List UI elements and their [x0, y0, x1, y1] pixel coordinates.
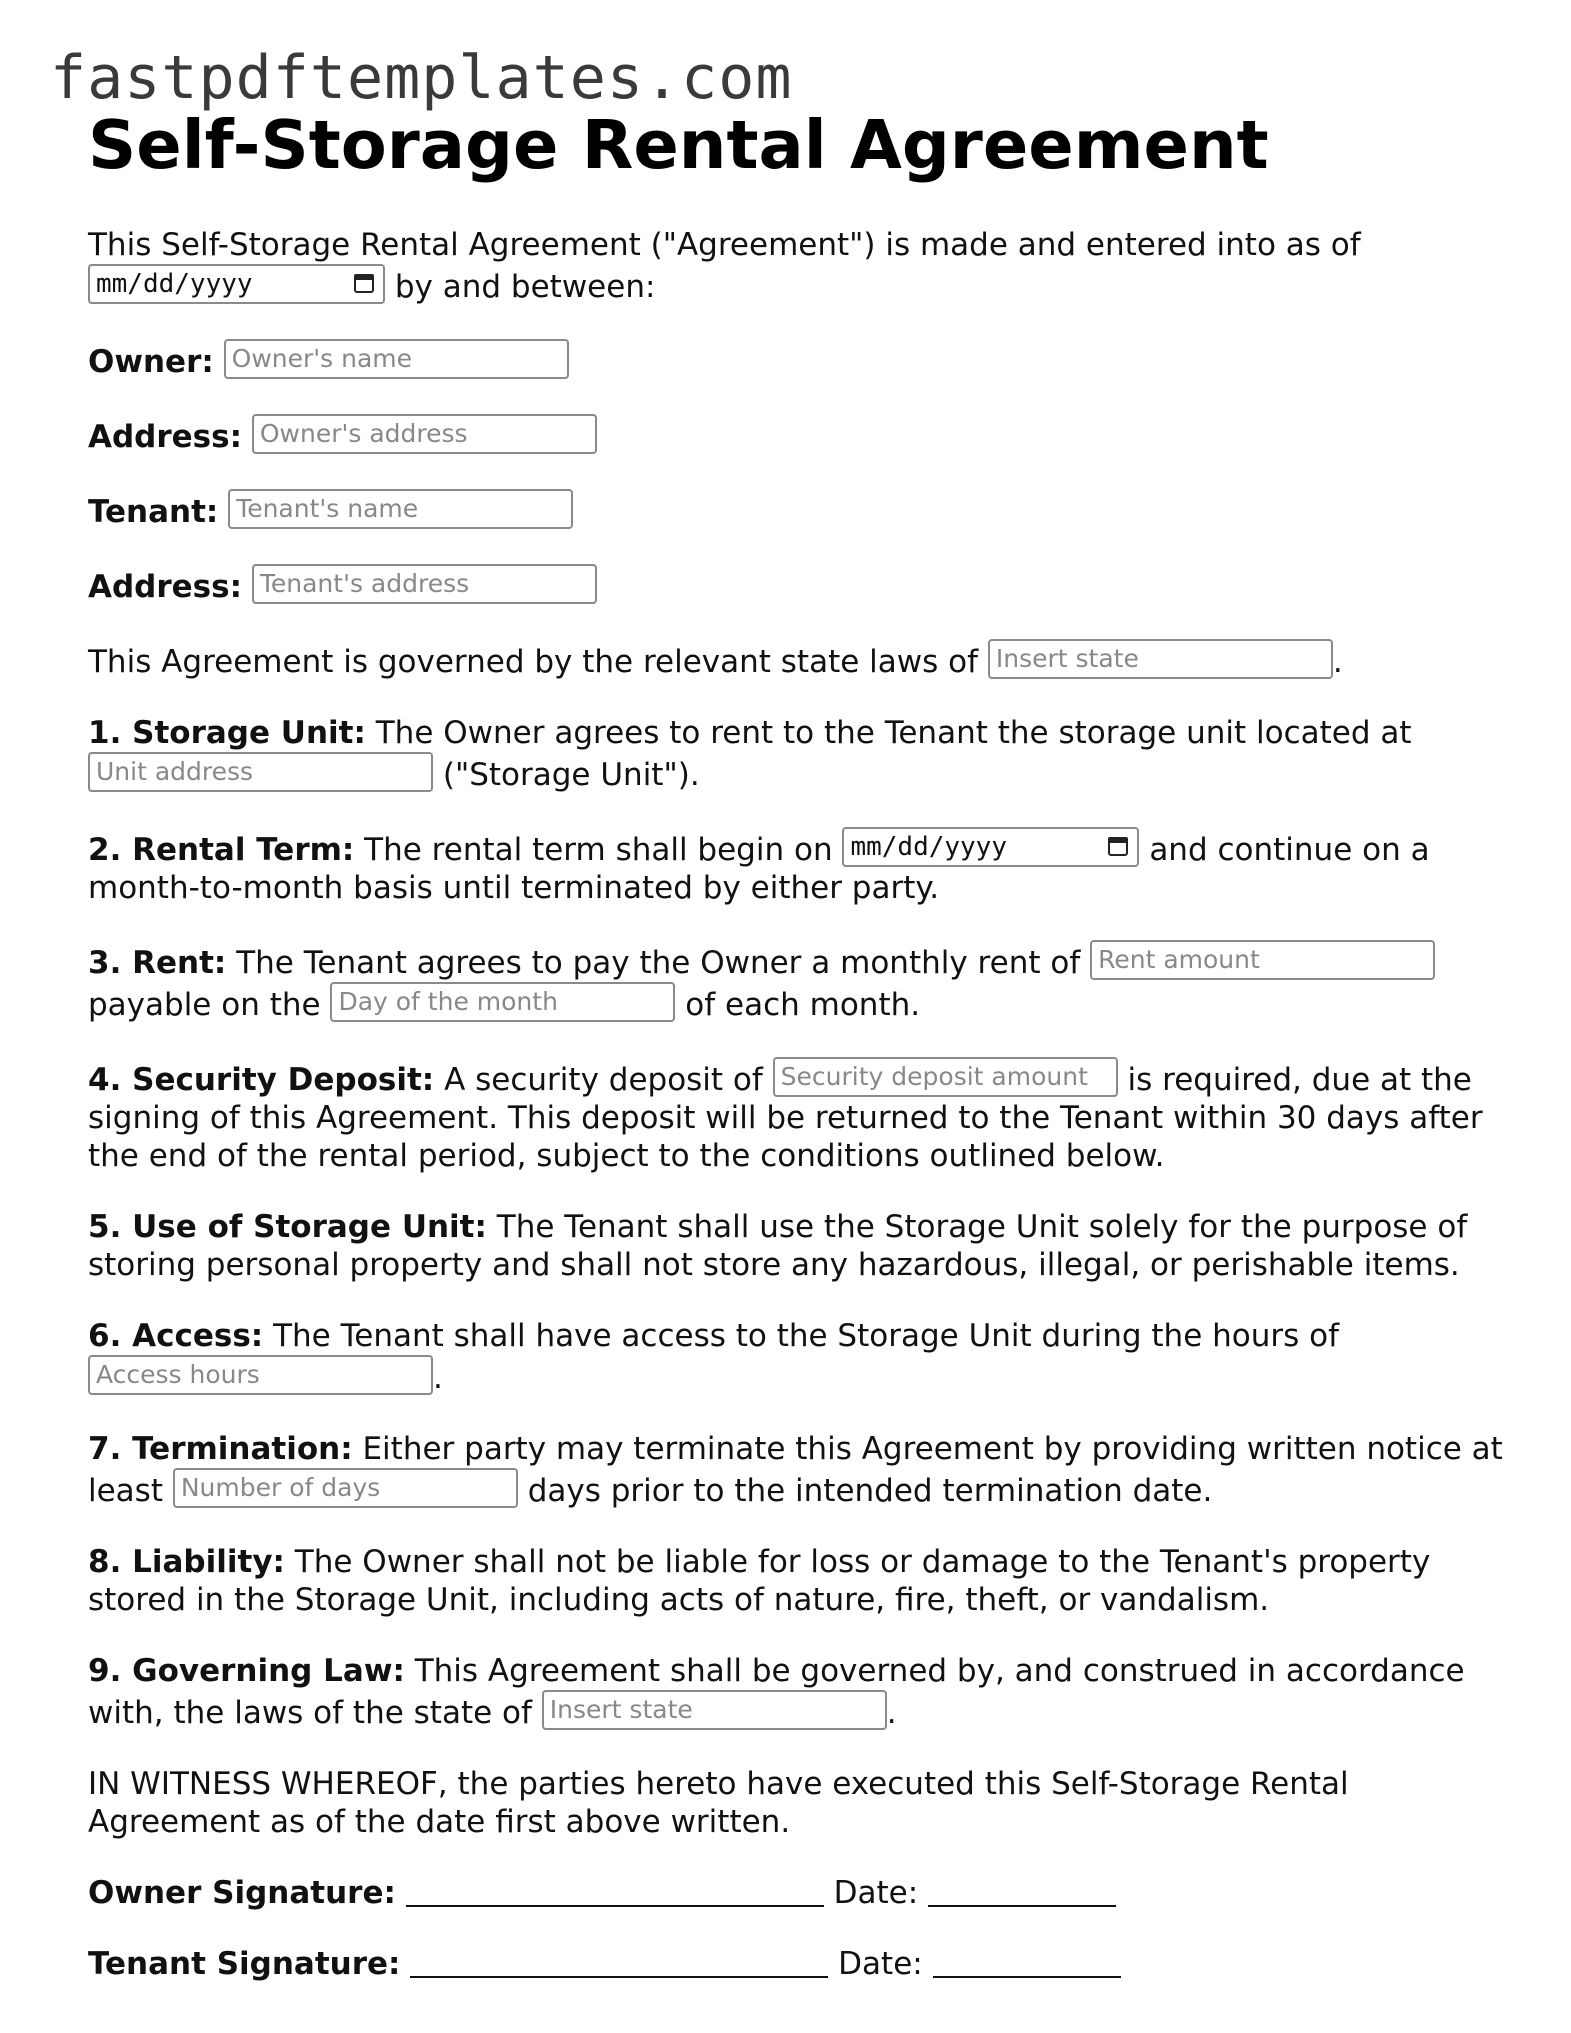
section-9-text: This Agreement shall be governed by, and construed in accordance with, the laws of the state of [88, 1653, 1465, 1731]
governing-state-input[interactable]: Insert state [542, 1690, 887, 1730]
section-3-label: 3. Rent: [88, 945, 227, 981]
section-rental-term [88, 827, 1508, 907]
section-1-after: ("Storage Unit"). [442, 757, 700, 793]
owner-name-input[interactable]: Owner's name [224, 339, 569, 379]
calendar-icon[interactable] [1108, 837, 1128, 856]
section-governing-law [88, 1652, 1508, 1732]
section-7-after: days prior to the intended termination date. [527, 1473, 1213, 1509]
section-5-text: The Tenant shall use the Storage Unit solely for the purpose of storing personal property and shall not store any hazardous, illegal, or perishable items. [88, 1209, 1468, 1283]
calendar-icon[interactable] [354, 274, 374, 293]
section-rent [88, 940, 1508, 1024]
section-storage-unit [88, 714, 1508, 794]
tenant-date-line [933, 1950, 1121, 1978]
section-8-label: 8. Liability: [88, 1544, 285, 1580]
section-liability [88, 1543, 1508, 1619]
date-placeholder: mm/dd/yyyy [96, 269, 253, 299]
tenant-label: Tenant: [88, 494, 219, 530]
owner-address-label: Address: [88, 419, 242, 455]
notice-days-input[interactable]: Number of days [173, 1468, 518, 1508]
owner-label: Owner: [88, 344, 214, 380]
section-4-after: is required, due at the signing of this Agreement. This deposit will be returned to the Tenant within 30 days after the end of the rental period, subject to the conditions outlined below. [88, 1062, 1483, 1174]
governed-text: This Agreement is governed by the relevant state laws of [88, 644, 979, 680]
state-input[interactable]: Insert state [988, 639, 1333, 679]
owner-signature-line [406, 1879, 824, 1907]
section-7-label: 7. Termination: [88, 1431, 353, 1467]
section-8-text: The Owner shall not be liable for loss or damage to the Tenant's property stored in the Storage Unit, including acts of nature, fire, theft, or vandalism. [88, 1544, 1431, 1618]
security-deposit-input[interactable]: Security deposit amount [773, 1057, 1118, 1097]
section-2-label: 2. Rental Term: [88, 832, 355, 868]
section-7-text: Either party may terminate this Agreement by providing written notice at least [88, 1431, 1503, 1509]
owner-row [88, 339, 1508, 381]
start-date-input[interactable] [842, 827, 1139, 867]
section-2-text: The rental term shall begin on [364, 832, 833, 868]
section-access [88, 1317, 1508, 1397]
section-3-text: The Tenant agrees to pay the Owner a monthly rent of [236, 945, 1081, 981]
page-title: Self-Storage Rental Agreement [88, 106, 1269, 184]
tenant-row [88, 489, 1508, 531]
section-5-label: 5. Use of Storage Unit: [88, 1209, 487, 1245]
section-1-label: 1. Storage Unit: [88, 715, 366, 751]
section-6-after: . [433, 1360, 443, 1396]
agreement-date-input[interactable] [88, 264, 385, 304]
section-3-after: of each month. [685, 987, 921, 1023]
owner-date-label: Date: [833, 1875, 919, 1911]
tenant-name-input[interactable]: Tenant's name [228, 489, 573, 529]
tenant-signature-label: Tenant Signature: [88, 1946, 401, 1982]
tenant-address-label: Address: [88, 569, 242, 605]
owner-signature-row [88, 1874, 1508, 1912]
day-of-month-input[interactable]: Day of the month [330, 982, 675, 1022]
tenant-signature-line [410, 1950, 828, 1978]
owner-address-row [88, 414, 1508, 456]
owner-date-line [928, 1879, 1116, 1907]
section-security-deposit [88, 1057, 1508, 1175]
section-6-text: The Tenant shall have access to the Storage Unit during the hours of [273, 1318, 1340, 1354]
section-3-mid: payable on the [88, 987, 321, 1023]
tenant-date-label: Date: [838, 1946, 923, 1982]
watermark: fastpdftemplates.com [50, 43, 793, 113]
section-4-text: A security deposit of [444, 1062, 763, 1098]
owner-signature-label: Owner Signature: [88, 1875, 396, 1911]
intro-text-after: by and between: [394, 269, 656, 305]
governed-end: . [1332, 644, 1343, 680]
access-hours-input[interactable]: Access hours [88, 1355, 433, 1395]
section-4-label: 4. Security Deposit: [88, 1062, 435, 1098]
owner-address-input[interactable]: Owner's address [252, 414, 597, 454]
section-use [88, 1208, 1508, 1284]
witness-paragraph: IN WITNESS WHEREOF, the parties hereto have executed this Self-Storage Rental Agreement as of the date first above written. [88, 1766, 1349, 1840]
date-placeholder: mm/dd/yyyy [850, 832, 1007, 862]
unit-address-input[interactable]: Unit address [88, 752, 433, 792]
rent-amount-input[interactable]: Rent amount [1090, 940, 1435, 980]
section-9-after: . [886, 1695, 897, 1731]
agreement-body [88, 226, 1508, 1983]
tenant-address-input[interactable]: Tenant's address [252, 564, 597, 604]
section-9-label: 9. Governing Law: [88, 1653, 405, 1689]
tenant-address-row [88, 564, 1508, 606]
tenant-signature-row [88, 1945, 1508, 1983]
section-termination [88, 1430, 1508, 1510]
intro-paragraph [88, 226, 1508, 306]
section-2-after: and continue on a month-to-month basis until terminated by either party. [88, 832, 1430, 906]
intro-text: This Self-Storage Rental Agreement ("Agreement") is made and entered into as of [88, 227, 1361, 263]
governed-paragraph [88, 639, 1508, 681]
section-6-label: 6. Access: [88, 1318, 264, 1354]
section-1-text: The Owner agrees to rent to the Tenant the storage unit located at [375, 715, 1412, 751]
